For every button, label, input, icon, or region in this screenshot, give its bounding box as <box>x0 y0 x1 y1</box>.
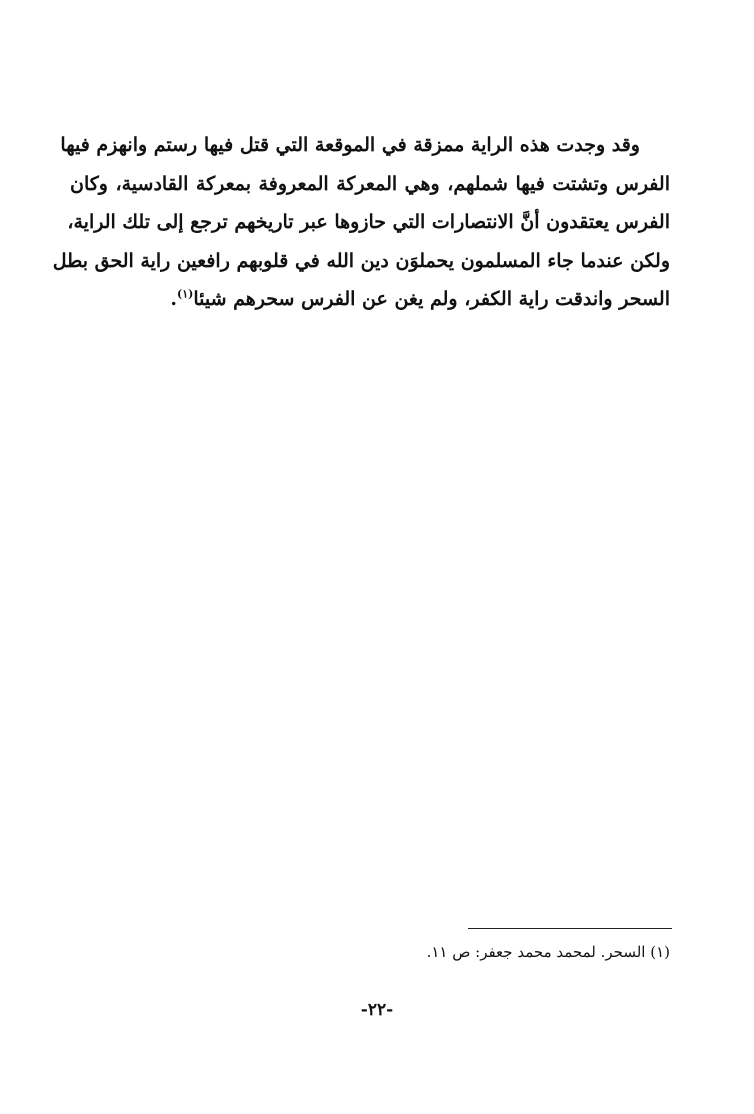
footnote-separator <box>468 928 672 929</box>
paragraph-line-text: السحر واندقت راية الكفر، ولم يغن عن الفرس سحرهم شيئا <box>193 288 670 310</box>
paragraph-last-line <box>70 280 670 319</box>
paragraph-line: الفرس يعتقدون أنَّ الانتصارات التي حازوها عبر تاريخهم ترجع إلى تلك الراية، <box>67 211 670 233</box>
footnote: (١) السحر. لمحمد محمد جعفر: ص ١١. <box>426 943 670 961</box>
body-paragraph <box>52 126 670 319</box>
paragraph-line: ولكن عندما جاء المسلمون يحملوَن دين الله في قلوبهم رافعين راية الحق بطل <box>52 249 670 272</box>
footnote-reference: (١) <box>176 287 194 301</box>
final-period: . <box>170 288 177 310</box>
paragraph-line: وقد وجدت هذه الراية ممزقة في الموقعة التي قتل فيها رستم وانهزم فيها <box>60 134 640 156</box>
paragraph-line: الفرس وتشتت فيها شملهم، وهي المعركة المعروفة بمعركة القادسية، وكان <box>70 172 670 195</box>
page-number: -٢٢- <box>360 1000 394 1020</box>
